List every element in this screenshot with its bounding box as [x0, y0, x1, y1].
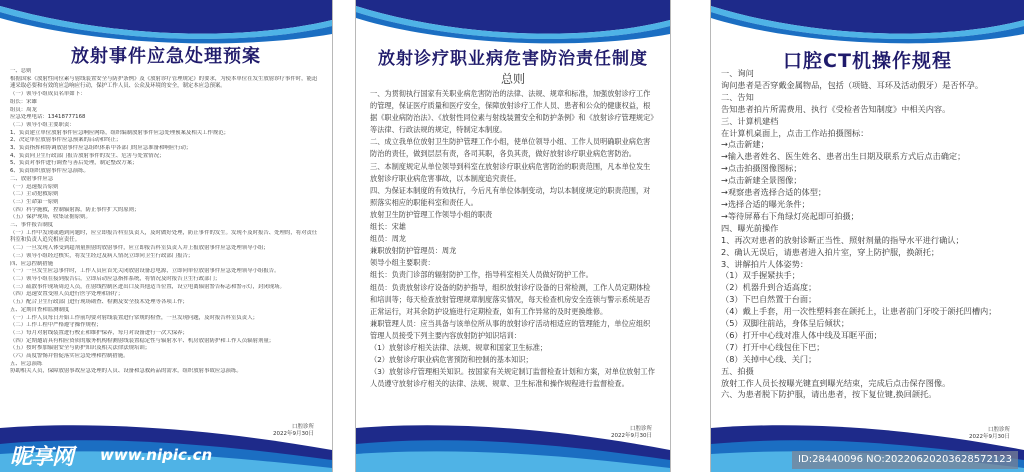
body-line: （3）下巴自然置于台面；: [721, 294, 817, 305]
body-text: [370, 88, 656, 390]
body-line: （1）双手握紧扶手；: [721, 270, 800, 281]
body-line: （6）打开中心线对准人体中线及耳眶平面；: [721, 329, 882, 340]
body-line: 五、定期自查和监测制度: [10, 306, 70, 313]
body-line: （五）保护现场，收集证据原则。: [10, 214, 91, 221]
body-line: （四）科学施救，控制辐射源，防止事件扩大的原则；: [10, 206, 140, 213]
body-line: （7）打开中心线包住下巴；: [721, 341, 825, 352]
body-line: （四）迅速安置受照人员进行医学处理和治疗；: [10, 291, 124, 298]
body-line: （二）领导小组主要职责：: [10, 121, 75, 128]
body-line: →点击拍摄图像图标；: [721, 163, 802, 174]
body-line: 在计算机桌面上，点击工作站拍摄图标：: [721, 127, 869, 138]
top-wave-decoration: [0, 0, 332, 46]
signature: [273, 424, 314, 438]
body-line: （二）主动抢救原则: [10, 191, 59, 198]
top-wave-decoration: [711, 0, 1024, 46]
body-line: （四）定期邀请具有相应资质的服务机构检测射线装置稳定性与辐射水平、机房放射防护和工作人员辐射剂量；: [10, 337, 275, 344]
sign-org: 口腔诊所: [987, 427, 1010, 433]
body-line: 领导小组主要职责：: [370, 258, 435, 268]
image-id-bar: ID:28440096 NO:20220620203628572123: [792, 451, 1018, 469]
body-line: 三、本制度规定从单位领导到科室在放射诊疗职业病危害防治的职责范围，凡本单位发生放射诊疗职业病危害事故，以本制度追究责任。: [370, 161, 651, 183]
body-line: 询问患者是否穿戴金属物品，包括（项链、耳环及活动假牙）是否怀孕。: [721, 79, 984, 90]
body-line: 3、负责指挥和协调放射事件应急组织体系中各部门的应急准备和响应行动；: [10, 145, 192, 152]
poster-dental-ct-procedure: [710, 0, 1024, 472]
page-title: 放射诊疗职业病危害防治责任制度: [378, 49, 648, 69]
body-line: 二、放射事件应急: [10, 175, 54, 182]
body-line: 2、确认无误后，请患者进入拍片室，穿上防护服，换颌托；: [721, 246, 940, 257]
sign-date: 2022年9月30日: [611, 433, 652, 439]
signature: [611, 426, 652, 440]
body-line: 3、讲解拍片人体姿势：: [721, 258, 809, 269]
body-line: 放射卫生防护管理工作领导小组的职责: [370, 209, 493, 219]
body-line: （一）领导小组成员名单如下：: [10, 91, 86, 98]
body-line: 四、曝光前操作: [721, 222, 779, 233]
signature: [969, 427, 1010, 441]
body-line: 二、告知: [721, 91, 754, 102]
body-line: （一）工作中发现或遇到问题时，应立即报告科室负责人，及时做好处理，防止事件的发生。发现不及时报告、处理的，将对责任科室和负责人追究相应责任。: [10, 229, 318, 244]
body-line: （一）一旦发生应急事件时，工作人员应首先关闭放射设备总电源，立即向单位放射事件应急处理领导小组报告。: [10, 268, 280, 275]
body-line: 一、总则: [10, 68, 32, 74]
body-line: 组员：负责放射诊疗设备的防护指导，组织放射诊疗设备的日常检测，工作人员定期体检和培训等；每天检查放射管理规章制度落实情况，每天检查机房安全连锁与警示系统是否正常运行，对其余防护设施进行定期检查，如有工作异常的及时更换维修。: [370, 282, 651, 316]
sign-date: 2022年9月30日: [273, 431, 314, 437]
body-line: →等待屏幕右下角绿灯亮起即可拍摄；: [721, 210, 859, 221]
body-line: 四、应急控制措施: [10, 260, 54, 267]
body-line: 一、询问: [721, 68, 754, 78]
body-line: 组长：宋雄: [10, 98, 37, 105]
body-line: →输入患者姓名、医生姓名、患者出生日期及联系方式后点击确定；: [721, 151, 966, 162]
body-line: →观察患者选择合适的体型；: [721, 187, 827, 198]
body-line: 告知患者拍片所需费用、执行《受检者告知制度》中相关内容。: [721, 103, 951, 114]
body-line: 四、为保证本制度的有效执行，今后凡有单位体制变动，均以本制度规定的职责范围，对照落实相应的职能科室和责任人。: [370, 185, 651, 207]
body-line: （二）工作工程中严格遵守操作规程；: [10, 322, 102, 329]
body-line: （3）放射诊疗管理相关知识。按国家有关规定制订监督检查计划和方案，对单位放射工作人员遵守放射诊疗相关的法律、法规、规章、卫生标准和操作规程进行监督检查。: [370, 367, 655, 389]
body-line: （五）配合卫生行政部门进行现场勘查、检测及安全技术处理等各项工作；: [10, 299, 188, 306]
body-line: 2、决定单位放射事件应急预案的启动和终止；: [10, 137, 122, 144]
body-text: [10, 68, 320, 376]
body-line: 二、成立我单位放射卫生防护管理工作小组，使单位领导小组、工作人员明确职业病危害防治的责任，做到层层有责，各司其职，各负其责，做好放射诊疗职业病危害防治。: [370, 137, 651, 159]
body-line: 1、负责建立单位放射事件应急响应网络，组织编制放射事件应急处理预案及相关工作规范；: [10, 129, 230, 136]
watermark-logo: 昵享网: [10, 445, 74, 470]
body-line: 组长：宋雄: [370, 222, 406, 232]
body-line: （三）每月对射线装置进行校正和维护保养，每月对设备进行一次大保养；: [10, 329, 188, 336]
body-line: （三）领导小组经过核实，将发生经过及病人情况立即向卫生行政部门报告；: [10, 252, 194, 259]
sign-date: 2022年9月30日: [969, 434, 1010, 440]
body-text: [721, 68, 1014, 401]
body-line: 4、负责向卫生行政部门报告放射事件的发生、危害与处置情况；: [10, 152, 165, 159]
body-line: 五、应急演练: [10, 360, 43, 367]
page-title: 口腔CT机操作规程: [783, 50, 952, 72]
page-subtitle: 总则: [500, 72, 525, 86]
body-line: 组员：周龙: [370, 234, 406, 244]
body-line: （一）迅速报告原则: [10, 183, 59, 190]
body-line: 5、负责对事件进行调查与善后处理，制定整改方案；: [10, 160, 138, 167]
body-line: →点击新建；: [721, 139, 769, 150]
body-line: （4）戴上手套，用一次性塑料套在颌托上，让患者前门牙咬于颌托凹槽内；: [721, 306, 997, 317]
body-line: （三）生命第一原则: [10, 198, 59, 205]
sign-org: 口腔诊所: [629, 426, 652, 432]
sign-org: 口腔诊所: [291, 424, 314, 430]
body-line: （二）领导小组在接到报告后，立即启动应急指挥系统，将情况及时报告卫生行政部门；: [10, 275, 221, 282]
body-line: 协助相关人员，保障放射事故应急处理的人员、设备和急救药品的需求，组织放射事故应急演练。: [10, 368, 242, 375]
body-line: （一）工作人员每日开始工作前均要对射线装置进行常规的检查，一旦发现问题，及时报告科室负责人；: [10, 314, 258, 321]
body-line: 兼职放射防护管理员：周龙: [370, 246, 457, 256]
poster-emergency-plan: [0, 0, 333, 472]
body-line: →选择合适的曝光条件；: [721, 198, 810, 209]
body-line: 三、事件报告制度: [10, 222, 54, 229]
top-wave-decoration: [356, 0, 670, 46]
body-line: （三）疏散事件现场周边人员，在射线控制区进出口及其他适当位置，设立电离辐射警告标志和警示灯，封闭现场。: [10, 283, 285, 290]
body-line: 组长：负责门诊部的辐射防护工作，指导科室相关人员做好防护工作。: [370, 270, 593, 280]
watermark-url: www.nipic.cn: [100, 446, 213, 464]
body-line: 6、负责组织放射事件应急演练。: [10, 168, 89, 175]
body-line: （8）关掉中心线、关门；: [721, 353, 817, 364]
body-line: 六、为患者脱下防护服，请出患者，按下复位键,换回颌托。: [721, 389, 937, 400]
body-line: 应急处理电话：13418777168: [10, 114, 86, 121]
body-line: →点击新建全景图像；: [721, 175, 802, 186]
poster-occupational-hazard-policy: [355, 0, 671, 472]
body-line: 放射工作人员长按曝光键直到曝光结束，完成后点击保存图像。: [721, 377, 951, 388]
body-line: （1）放射诊疗相关法律、法规、规章和国家卫生标准；: [370, 342, 548, 352]
body-line: 组员：周龙: [10, 106, 37, 113]
body-line: （2）机器升到合适高度；: [721, 282, 817, 293]
body-line: （六）高度警惕并督促落实应急处理和控制措施。: [10, 353, 129, 360]
body-line: 根据国家《放射性同位素与射线装置安全与防护条例》及《放射诊疗管理规定》的要求，为使本单位在发生放射诊疗事件时，能迅速采取必要和有效的应急响应行动，保护工作人员、公众及环境的安全，制定本应急预案。: [10, 75, 318, 90]
body-line: （五）按时参加辐射安全与防护知识及相关法律法规培训；: [10, 345, 151, 352]
body-line: 五、拍摄: [721, 365, 754, 376]
body-line: 兼职管理人员：应当具备与该单位所从事的放射诊疗活动相适应的管理能力，单位应组织管理人员接受下列主要内容放射防护知识培训：: [370, 318, 651, 340]
page-title: 放射事件应急处理预案: [71, 46, 261, 67]
body-line: 一、为贯彻执行国家有关职业病危害防治的法律、法规、规章和标准，加强放射诊疗工作的管理，保证医疗质量和医疗安全，保障放射诊疗工作人员、患者和公众的健康权益，根据《职业病防治法》、《放射性同位素与射线装置安全和防护条例》和《放射诊疗管理规定》等法律、行政法规的规定，特制定本制度。: [370, 89, 654, 135]
body-line: （2）放射诊疗职业病危害预防和控制的基本知识；: [370, 355, 533, 365]
body-line: （二）一旦发现人体受到超剂量照射的放射事件，应立即报告科室负责人并上报放射事件应急处理领导小组；: [10, 245, 269, 252]
body-line: 1、再次对患者的放射诊断正当性、照射剂量的指导水平进行确认；: [721, 234, 964, 245]
body-line: （5）双脚往前站，身体呈后倾状；: [721, 318, 850, 329]
body-line: 三、计算机建档: [721, 115, 779, 126]
